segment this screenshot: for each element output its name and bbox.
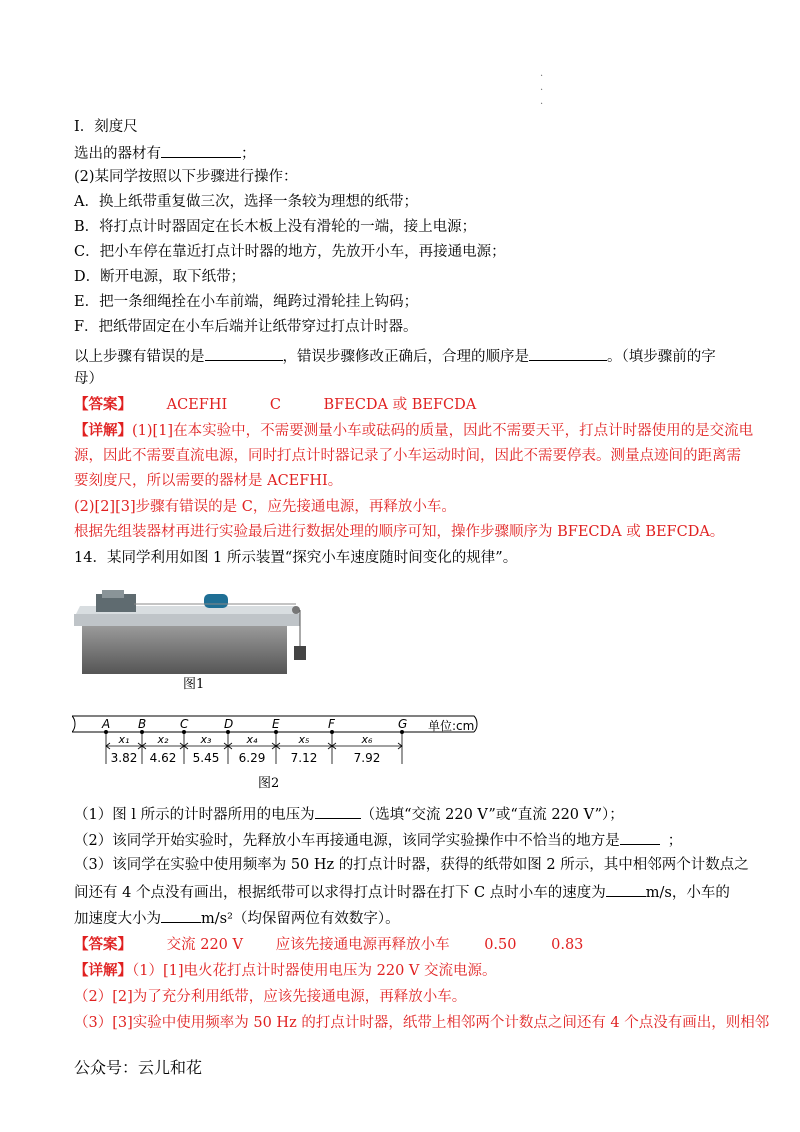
text: （1）图 l 所示的计时器所用的电压为: [74, 807, 315, 823]
answer-blank: [205, 344, 283, 361]
segment-label: x₄: [246, 733, 258, 746]
timer-top: [102, 590, 124, 598]
answer-blank: [161, 141, 241, 158]
detail-13-line-3: 要刻度尺，所以需要的器材是 ACEFHI。: [74, 473, 343, 489]
detail-13-line-4: (2)[2][3]步骤有错误的是 C，应先接通电源，再释放小车。: [74, 499, 456, 515]
text: 加速度大小为: [74, 911, 161, 927]
segment-label: x₂: [157, 733, 169, 746]
segment-length: 7.92: [353, 751, 381, 765]
detail-label: 【详解】: [74, 422, 132, 439]
answer-value: 0.83: [551, 937, 584, 953]
question-14-stem: 14．某同学利用如图 1 所示装置“探究小车速度随时间变化的规律”。: [74, 550, 518, 566]
segment-length: 4.62: [149, 751, 177, 765]
pulley: [292, 606, 300, 614]
tape-point-label: E: [272, 717, 280, 731]
step-e: E．把一条细绳拴在小车前端，绳跨过滑轮挂上钩码；: [74, 294, 419, 310]
detail-text: (1)[1]在本实验中，不需要测量小车或砝码的质量，因此不需要天平，打点计时器使用的是交流电: [132, 423, 754, 439]
tape-point-label: F: [328, 717, 335, 731]
answer-label: 【答案】: [74, 396, 132, 413]
answer-blank: [315, 802, 361, 819]
segment-length: 6.29: [238, 751, 266, 765]
answer-value: 应该先接通电源再释放小车: [275, 937, 450, 953]
footer-account: 公众号：云儿和花: [74, 1058, 203, 1077]
step-c: C．把小车停在靠近打点计时器的地方，先放开小车，再接通电源；: [74, 244, 506, 260]
error-step-question: [74, 344, 740, 368]
detail-label: 【详解】: [74, 962, 132, 979]
detail-13-line-1: [74, 420, 754, 442]
detail-14-line-3: （3）[3]实验中使用频率为 50 Hz 的打点计时器，纸带上相邻两个计数点之间还有 4 个点没有画出，则相邻: [74, 1015, 770, 1031]
segment-length: 3.82: [110, 751, 138, 765]
answer-blank: [620, 828, 660, 845]
segment-label: x₅: [298, 733, 310, 746]
segment-label: x₆: [361, 733, 373, 746]
question-14-3-line-2: [74, 880, 740, 904]
text: 选出的器材有: [74, 146, 161, 162]
error-step-question-cont: 母）: [74, 371, 103, 387]
tabletop: [74, 614, 300, 626]
cart: [204, 594, 228, 608]
text: ，错误步骤修改正确后，合理的顺序是: [282, 349, 529, 365]
answer-14: [74, 934, 740, 956]
answer-blank: [161, 906, 201, 923]
answer-blank: [606, 880, 646, 897]
step-d: D．断开电源，取下纸带；: [74, 269, 246, 285]
detail-14-line-2: （2）[2]为了充分利用纸带，应该先接通电源，再释放小车。: [74, 989, 467, 1005]
answer-value: BFECDA 或 BEFCDA: [323, 397, 477, 413]
detail-14-line-1: [74, 960, 740, 982]
segment-length: 7.12: [290, 751, 318, 765]
text: 以上步骤有错误的是: [74, 349, 205, 365]
text: ；: [241, 146, 256, 162]
answer-blank: [529, 344, 607, 361]
step-f: F．把纸带固定在小车后端并让纸带穿过打点计时器。: [74, 319, 418, 335]
figure-2-paper-tape: [72, 708, 492, 774]
tape-point-label: C: [180, 717, 189, 731]
detail-13-line-2: 源，因此不需要直流电源，同时打点计时器记录了小车运动时间，因此不需要停表。测量点迹间的距离需: [74, 448, 741, 464]
question-14-2: [74, 828, 740, 852]
segment-label: x₃: [200, 733, 212, 746]
text: m/s，小车的: [645, 885, 730, 901]
text: （2）该同学开始实验时，先释放小车再接通电源，该同学实验操作中不恰当的地方是: [74, 833, 620, 849]
selected-equipment-line: [74, 141, 740, 165]
tape-unit: 单位:cm: [428, 719, 475, 733]
table-body: [82, 626, 287, 674]
answer-13: [74, 394, 740, 416]
question-14-1: [74, 802, 740, 826]
question-14-3-line-1: （3）该同学在实验中使用频率为 50 Hz 的打点计时器，获得的纸带如图 2 所示，其中相邻两个计数点之: [74, 857, 749, 873]
item-i-ruler: I．刻度尺: [74, 119, 138, 135]
text: （选填“交流 220 V”或“直流 220 V”）；: [360, 807, 624, 823]
figure-2-caption: 图2: [258, 776, 280, 791]
text: ；: [667, 833, 683, 849]
detail-text: （1）[1]电火花打点计时器使用电压为 220 V 交流电源。: [132, 963, 497, 979]
question-2-stem: (2)某同学按照以下步骤进行操作：: [74, 169, 298, 185]
question-14-3-line-3: [74, 906, 740, 930]
segment-length: 5.45: [192, 751, 220, 765]
answer-value: ACEFHI: [166, 397, 228, 413]
hook-weight: [294, 646, 306, 660]
tape-point-label: B: [138, 717, 147, 731]
text: 。（填步骤前的字: [607, 349, 716, 365]
figure-1-apparatus: [74, 580, 314, 675]
answer-label: 【答案】: [74, 936, 132, 953]
segment-label: x₁: [118, 733, 130, 746]
text: 间还有 4 个点没有画出，根据纸带可以求得打点计时器在打下 C 点时小车的速度为: [74, 885, 606, 901]
answer-value: 交流 220 V: [166, 937, 243, 953]
answer-value: 0.50: [484, 937, 517, 953]
decorative-dots: · · ·: [540, 71, 544, 110]
step-b: B．将打点计时器固定在长木板上没有滑轮的一端，接上电源；: [74, 219, 477, 235]
tape-point-label: A: [102, 717, 111, 731]
tape-point-label: D: [224, 717, 234, 731]
step-a: A．换上纸带重复做三次，选择一条较为理想的纸带；: [74, 194, 418, 210]
tape-point-label: G: [398, 717, 408, 731]
figure-1-caption: 图1: [183, 677, 205, 692]
detail-13-line-5: 根据先组装器材再进行实验最后进行数据处理的顺序可知，操作步骤顺序为 BFECDA 或 BEFCDA。: [74, 524, 725, 540]
text: m/s²（均保留两位有效数字）。: [201, 911, 400, 927]
answer-value: C: [269, 397, 281, 413]
